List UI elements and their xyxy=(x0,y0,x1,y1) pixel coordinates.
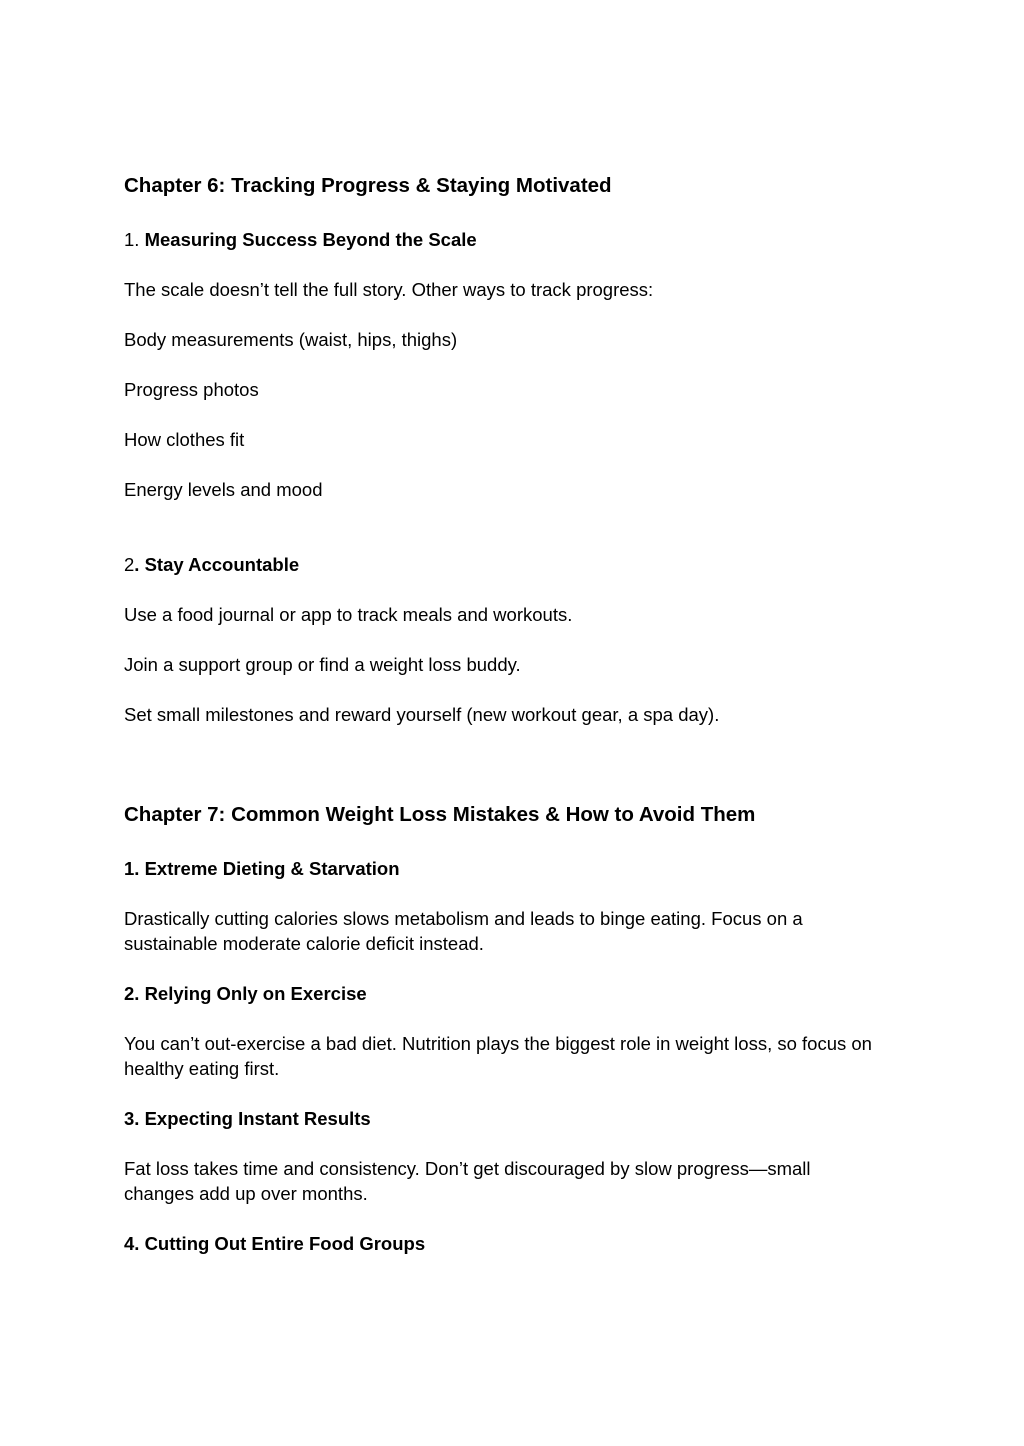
mistake-1-heading: 1. Extreme Dieting & Starvation xyxy=(124,858,400,879)
section-1-intro: The scale doesn’t tell the full story. Other ways to track progress: xyxy=(124,279,654,300)
mistake-2-heading-text: . Relying Only on Exercise xyxy=(134,983,367,1004)
list-item: How clothes fit xyxy=(124,429,245,450)
mistake-1-body-line-1: Drastically cutting calories slows metabolism and leads to binge eating. Focus on a xyxy=(124,908,803,929)
section-2-heading-text: . Stay Accountable xyxy=(134,554,300,575)
list-item: Body measurements (waist, hips, thighs) xyxy=(124,329,458,350)
section-2-heading xyxy=(124,552,299,577)
mistake-2-heading xyxy=(124,981,367,1006)
mistake-2-number: 2 xyxy=(124,983,135,1004)
mistake-4-heading: 4. Cutting Out Entire Food Groups xyxy=(124,1233,426,1254)
section-1-number: 1. xyxy=(124,229,145,250)
mistake-1-body-line-2: sustainable moderate calorie deficit instead. xyxy=(124,933,484,954)
chapter-6-title: Chapter 6: Tracking Progress & Staying Motivated xyxy=(124,174,612,197)
list-item: Energy levels and mood xyxy=(124,479,323,500)
section-2-number: 2 xyxy=(124,554,135,575)
list-item: Progress photos xyxy=(124,379,259,400)
mistake-3-body-line-2: changes add up over months. xyxy=(124,1183,368,1204)
list-item: Set small milestones and reward yourself (new workout gear, a spa day). xyxy=(124,704,720,725)
mistake-3-heading: 3. Expecting Instant Results xyxy=(124,1108,371,1129)
section-1-heading-text: Measuring Success Beyond the Scale xyxy=(144,229,477,250)
chapter-7-title: Chapter 7: Common Weight Loss Mistakes & How to Avoid Them xyxy=(124,803,756,826)
mistake-2-body-line-1: You can’t out-exercise a bad diet. Nutrition plays the biggest role in weight loss, so focus on xyxy=(124,1033,872,1054)
section-1-heading xyxy=(124,227,477,252)
list-item: Join a support group or find a weight loss buddy. xyxy=(124,654,521,675)
mistake-2-body-line-2: healthy eating first. xyxy=(124,1058,280,1079)
mistake-3-body-line-1: Fat loss takes time and consistency. Don’t get discouraged by slow progress—small xyxy=(124,1158,811,1179)
list-item: Use a food journal or app to track meals and workouts. xyxy=(124,604,573,625)
